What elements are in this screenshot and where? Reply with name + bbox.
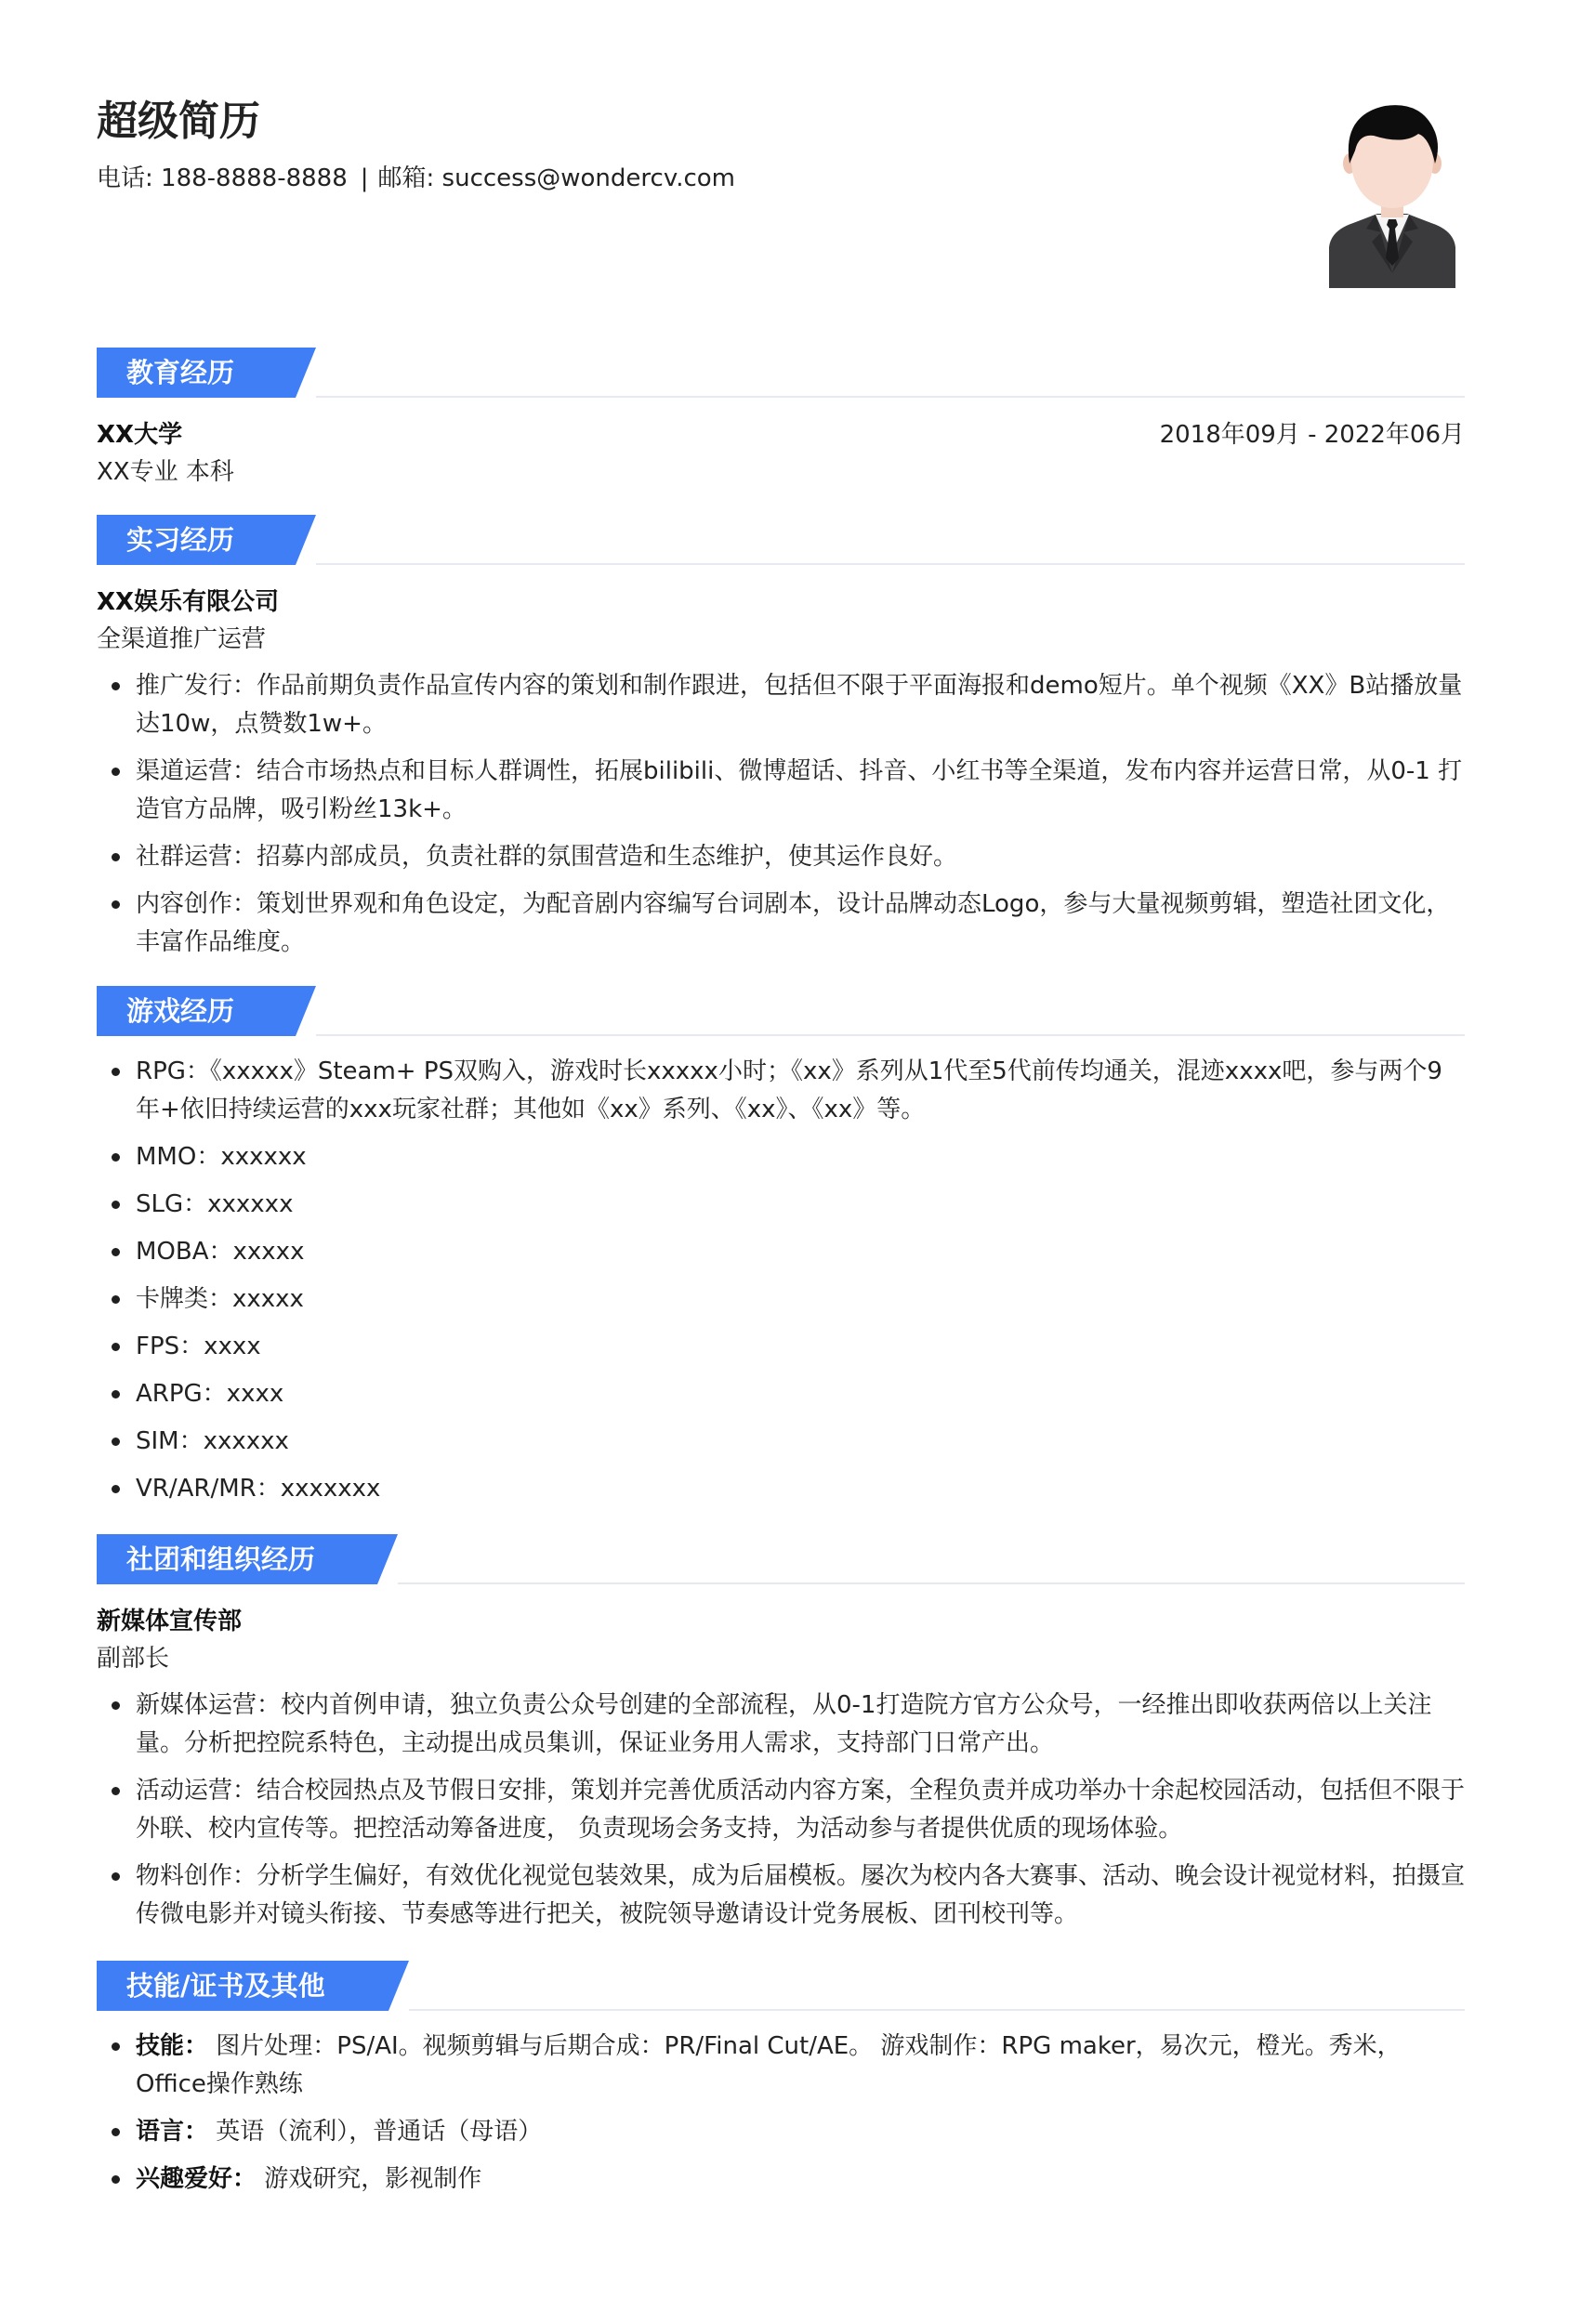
language-label: 语言： (136, 2118, 209, 2146)
list-item: ARPG：xxxx (97, 1375, 1465, 1413)
bullet-dot (112, 1068, 120, 1076)
list-item: 物料创作：分析学生偏好，有效优化视觉包装效果，成为后届模板。屡次为校内各大赛事、活动、晚会设计视觉材料，拍摄宣传微电影并对镜头衔接、节奏感等进行把关，被院领导邀请设计党务展板、团刊校刊等。 (97, 1858, 1465, 1934)
section-divider (316, 563, 1465, 565)
internship-list (97, 667, 1465, 962)
bullet-dot (112, 1701, 120, 1710)
bullet-dot (112, 2175, 120, 2184)
contact-line (97, 160, 735, 197)
skill-label: 技能： (136, 2032, 209, 2060)
email-text: 邮箱: success@wondercv.com (377, 164, 735, 192)
club-list (97, 1687, 1465, 1934)
skills-list (97, 2028, 1465, 2199)
games-title: 游戏经历 (126, 995, 235, 1027)
skills-title: 技能/证书及其他 (126, 1970, 325, 2002)
bullet-dot (112, 1343, 120, 1351)
internship-section (97, 515, 1465, 971)
list-item: MOBA：xxxxx (97, 1233, 1465, 1271)
games-list (97, 1053, 1465, 1508)
bullet-dot (112, 1787, 120, 1795)
bullet-dot (112, 853, 120, 861)
club-org-name: 新媒体宣传部 (97, 1608, 243, 1635)
games-section (97, 986, 1465, 1517)
bullet-dot (112, 1295, 120, 1304)
job-role: 全渠道推广运营 (97, 625, 267, 653)
list-item: 内容创作：策划世界观和角色设定，为配音剧内容编写台词剧本，设计品牌动态Logo，参与大量视频剪辑，塑造社团文化，丰富作品维度。 (97, 886, 1465, 962)
bullet-dot (112, 1248, 120, 1256)
bullet-dot (112, 1153, 120, 1162)
list-item: MMO：xxxxxx (97, 1138, 1465, 1176)
bullet-dot (112, 2042, 120, 2051)
list-item: 兴趣爱好： 游戏研究，影视制作 (97, 2160, 1465, 2199)
avatar (1309, 93, 1476, 288)
bullet-dot (112, 1201, 120, 1209)
skills-section (97, 1961, 1465, 2208)
bullet-dot (112, 768, 120, 776)
list-item: FPS：xxxx (97, 1328, 1465, 1366)
major-degree: XX专业 本科 (97, 458, 234, 486)
education-section (97, 348, 1465, 491)
phone-text: 电话: 188-8888-8888 (97, 164, 348, 192)
hobby-label: 兴趣爱好： (136, 2165, 257, 2193)
list-item: 推广发行：作品前期负责作品宣传内容的策划和制作跟进，包括但不限于平面海报和demo短片。单个视频《XX》B站播放量达10w，点赞数1w+。 (97, 667, 1465, 743)
resume-name: 超级简历 (97, 98, 260, 145)
internship-title: 实习经历 (126, 524, 235, 556)
school-name: XX大学 (97, 421, 183, 449)
bullet-dot (112, 682, 120, 690)
internship-entry (97, 584, 1465, 658)
list-item: VR/AR/MR：xxxxxxx (97, 1470, 1465, 1508)
list-item: 语言： 英语（流利），普通话（母语） (97, 2113, 1465, 2151)
list-item: SIM：xxxxxx (97, 1423, 1465, 1461)
bullet-dot (112, 1390, 120, 1398)
club-header (97, 1534, 1465, 1584)
bullet-dot (112, 2128, 120, 2136)
list-item: RPG：《xxxxx》Steam+ PS双购入，游戏时长xxxxx小时；《xx》系列从1代至5代前传均通关，混迹xxxx吧，参与两个9年+依旧持续运营的xxx玩家社群；其他如《xx》系列、《xx》、《xx》等。 (97, 1053, 1465, 1129)
club-entry (97, 1603, 1465, 1677)
bullet-dot (112, 900, 120, 909)
club-title: 社团和组织经历 (126, 1543, 316, 1575)
company-name: XX娱乐有限公司 (97, 588, 280, 616)
section-divider (398, 1582, 1465, 1584)
list-item: 渠道运营：结合市场热点和目标人群调性，拓展bilibili、微博超话、抖音、小红书等全渠道，发布内容并运营日常，从0-1 打造官方品牌，吸引粉丝13k+。 (97, 753, 1465, 829)
bullet-dot (112, 1485, 120, 1493)
section-divider (409, 2009, 1465, 2011)
list-item: SLG：xxxxxx (97, 1186, 1465, 1224)
bullet-dot (112, 1872, 120, 1881)
skills-header (97, 1961, 1465, 2011)
list-item: 新媒体运营：校内首例申请，独立负责公众号创建的全部流程，从0-1打造院方官方公众号，一经推出即收获两倍以上关注量。分析把控院系特色，主动提出成员集训，保证业务用人需求，支持部门日常产出。 (97, 1687, 1465, 1763)
education-date: 2018年09月 - 2022年06月 (1159, 421, 1465, 449)
contact-separator: | (360, 164, 369, 192)
section-divider (316, 1034, 1465, 1036)
list-item: 技能： 图片处理：PS/AI。视频剪辑与后期合成：PR/Final Cut/AE。 游戏制作：RPG maker，易次元，橙光。秀米，Office操作熟练 (97, 2028, 1465, 2104)
internship-header (97, 515, 1465, 565)
games-header (97, 986, 1465, 1036)
education-entry (97, 416, 1465, 491)
bullet-dot (112, 1438, 120, 1446)
section-divider (316, 396, 1465, 398)
education-title: 教育经历 (126, 357, 235, 388)
education-header (97, 348, 1465, 398)
list-item: 卡牌类：xxxxx (97, 1280, 1465, 1319)
list-item: 社群运营：招募内部成员，负责社群的氛围营造和生态维护，使其运作良好。 (97, 838, 1465, 876)
list-item: 活动运营：结合校园热点及节假日安排，策划并完善优质活动内容方案，全程负责并成功举办十余起校园活动，包括但不限于外联、校内宣传等。把控活动筹备进度， 负责现场会务支持，为活动参与者提供优质的现场体验。 (97, 1772, 1465, 1848)
club-section (97, 1534, 1465, 1943)
club-role: 副部长 (97, 1645, 170, 1673)
